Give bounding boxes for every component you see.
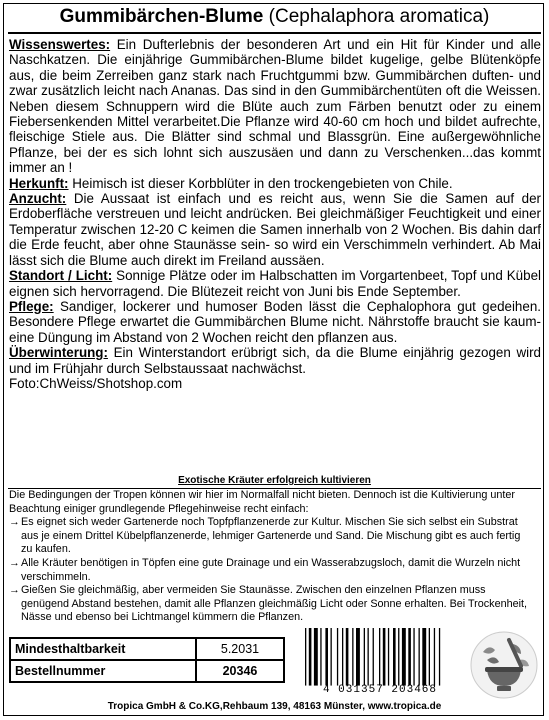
section-standort <box>9 268 541 299</box>
barcode <box>301 628 461 690</box>
company-footer: Tropica GmbH & Co.KG,Rehbaum 139, 48163 Münster, www.tropica.de <box>107 701 442 712</box>
title-latin-name: (Cephalaphora aromatica) <box>263 6 490 27</box>
care-bullet-text: Gießen Sie gleichmäßig, aber vermeiden Sie Staunässe. Zwischen den einzelnen Pflanzen muss genügend Abstand bestehen, damit alle Pflanzen gleichmäßig Licht oder Sonne erhalten. Bei Trockenheit, Nässe und ebenso bei Lichtmangel kümmern die Pflanzen. <box>21 584 527 624</box>
barcode-bar <box>364 628 365 686</box>
text-herkunft: Heimisch ist dieser Korbblüter in den trockengebieten von Chile. <box>68 175 453 191</box>
barcode-bar <box>383 628 386 686</box>
mhd-value: 5.2031 <box>196 638 284 660</box>
section-herkunft <box>9 176 541 191</box>
barcode-bar <box>408 628 411 686</box>
barcode-bar <box>368 628 369 686</box>
barcode-bar <box>309 628 312 686</box>
order-number-value: 20346 <box>196 660 284 682</box>
care-bullet <box>9 557 531 584</box>
care-section-title: Exotische Kräuter erfolgreich kultivieren <box>178 475 371 486</box>
arrow-right-icon: → <box>9 516 20 529</box>
care-bullet-text: Alle Kräuter benötigen in Töpfen eine gute Drainage und ein Wasserabzugsloch, damit die Wurzeln nicht verschimmeln. <box>21 556 521 583</box>
barcode-bar <box>398 628 399 686</box>
text-anzucht: Die Aussaat ist einfach und es reicht aus, wenn Sie die Samen auf der Erdoberfläche verstreuen und leicht andrücken. Bei gleichmäßiger Feuchtigkeit und einer Temperatur zwischen 12-20 C keimen die Samen innerhalb von 2 Wochen. Bis dahin darf die Erde feucht, aber ohne Staunässe sein- so wird ein Verschimmeln verhindert. Ab Mai lässt sich die Blume auch direkt im Freiland aussäen. <box>9 191 541 268</box>
section-wissenswertes <box>9 37 541 176</box>
mortar-and-pestle-herbs-icon <box>469 630 539 700</box>
barcode-bar <box>325 628 328 686</box>
text-pflege: Sandiger, lockerer und humoser Boden lässt die Cephalophora gut gedeihen. Besondere Pflege erwartet die Gummibärchen Blume nicht. Nährstoffe braucht sie kaum-eine Düngung im Abstand von 2 Wochen reicht den pflanzen aus. <box>9 298 541 345</box>
section-pflege <box>9 299 541 345</box>
care-bullet <box>9 516 531 557</box>
table-row <box>10 638 284 660</box>
barcode-bar <box>439 628 440 686</box>
heading-wissenswertes: Wissenswertes: <box>9 37 111 52</box>
barcode-bar <box>413 628 414 686</box>
barcode-bar <box>314 628 318 686</box>
section-ueberwinterung <box>9 345 541 376</box>
care-bullet-text: Es eignet sich weder Gartenerde noch Topfpflanzenerde zur Kultur. Mischen Sie sich selbst ein Substrat aus je einem Drittel Kübelpflanzenerde, lehmiger Gartenerde und Sand. Die Mischung gibt es auch fertig zu kaufen. <box>21 516 521 556</box>
mhd-label: Mindesthaltbarkeit <box>10 638 196 660</box>
barcode-digits: 4 031357 203468 <box>322 684 438 696</box>
text-standort: Sonnige Plätze oder im Halbschatten im Vorgartenbeet, Topf und Kübel eignen sich hervorragend. Die Blütezeit reicht von Juni bis Ende September. <box>9 268 541 299</box>
barcode-bar <box>393 628 396 686</box>
barcode-bar <box>388 628 389 686</box>
text-wissenswertes: Ein Dufterlebnis der besonderen Art und ein Hit für Kinder und alle Naschkatzen. Die einjährige Gummibärchen-Blume bildet kugelige, gelbe Blütenköpfe aus, die beim Zerreiben ganz stark nach Fruchtgummi bzw. Gummibärchen duften- und zwar zusätzlich leicht nach Ananas. Das sind in den Gummibärchentüten oft die Weissen. Neben diesem Schnuppern wird die Blüte auch zum Färben benutzt oder zu einem Fiebersenkenden Mittel verarbeitet.Die Pflanze wird 40-60 cm hoch und bildet aufrechte, fleischige Stiele aus. Die Blätter sind schmal und Blassgrün. Eine außergewöhnliche Pflanze, bei der es sich lohnt sich auszusäen und dann zu Verschenken...das kommt immer an ! <box>9 37 541 176</box>
barcode-bar <box>352 628 353 686</box>
barcode-bar <box>320 628 321 686</box>
barcode-bar <box>379 628 380 686</box>
photo-credit: Foto:ChWeiss/Shotshop.com <box>9 375 183 391</box>
barcode-bar <box>419 628 420 686</box>
heading-pflege: Pflege: <box>9 298 54 314</box>
barcode-bar <box>373 628 374 686</box>
care-intro: Die Bedingungen der Tropen können wir hier im Normalfall nicht bieten. Dennoch ist die Kultivierung unter Beachtung einiger grundlegende Pflegehinweise recht einfach: <box>9 489 515 515</box>
barcode-bar <box>346 628 349 686</box>
table-row <box>10 660 284 682</box>
barcode-bar <box>434 628 435 686</box>
care-bullet <box>9 584 531 625</box>
barcode-bar <box>331 628 332 686</box>
arrow-right-icon: → <box>9 584 20 597</box>
barcode-bar <box>337 628 338 686</box>
heading-herkunft: Herkunft: <box>9 175 69 191</box>
order-number-label: Bestellnummer <box>10 660 196 682</box>
arrow-right-icon: → <box>9 556 20 569</box>
section-anzucht <box>9 191 541 268</box>
page-title <box>0 6 549 28</box>
barcode-bar <box>429 628 430 686</box>
heading-standort: Standort / Licht: <box>9 268 113 284</box>
plant-description <box>9 37 541 391</box>
barcode-bar <box>356 628 360 686</box>
text-ueberwinterung: Ein Winterstandort erübrigt sich, da die Blume einjährig gezogen wird und im Frühjahr durch Selbstaussaat nachwächst. <box>9 345 541 376</box>
barcode-bar <box>422 628 426 686</box>
product-info-table <box>9 637 285 683</box>
barcode-bar <box>342 628 343 686</box>
barcode-bar <box>402 628 406 686</box>
care-instructions <box>9 489 531 625</box>
title-common-name: Gummibärchen-Blume <box>59 6 264 27</box>
heading-anzucht: Anzucht: <box>9 191 67 207</box>
title-divider <box>8 32 541 34</box>
barcode-bar <box>305 628 306 686</box>
heading-ueberwinterung: Überwinterung: <box>9 345 108 361</box>
